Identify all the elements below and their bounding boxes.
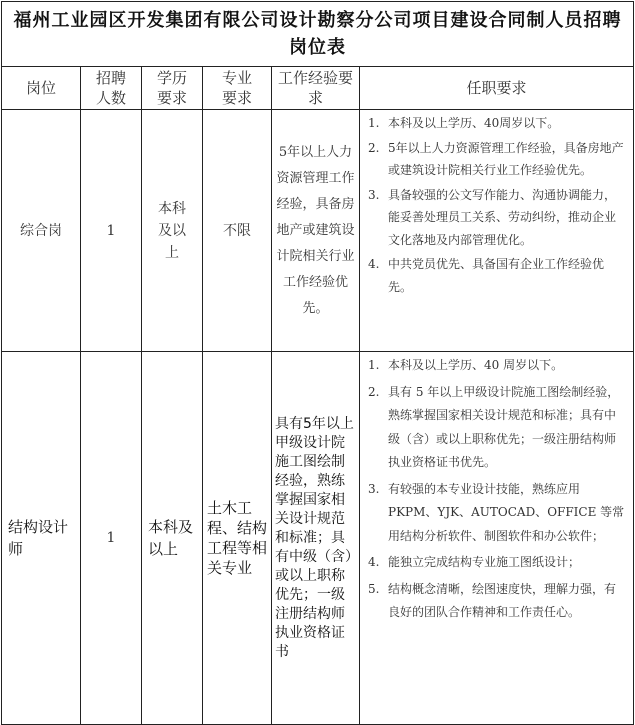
list-item: [368, 184, 627, 252]
header-education: 学历要求: [142, 67, 203, 110]
requirements-list: [368, 112, 627, 298]
header-row: [2, 67, 634, 110]
item-number: 1.: [368, 116, 380, 130]
major-cell: 不限: [203, 110, 272, 352]
count-cell: 1: [81, 110, 142, 352]
list-item: [368, 253, 627, 298]
item-text: 本科及以上学历、40周岁以下。: [388, 116, 560, 130]
list-item: [368, 551, 627, 575]
education-cell: 本科及以上: [142, 110, 203, 352]
list-item: [368, 354, 627, 378]
position-cell: 综合岗: [2, 110, 81, 352]
major-cell: 土木工程、结构工程等相关专业: [203, 352, 272, 725]
education-cell: 本科及以上: [142, 352, 203, 725]
count-cell: 1: [81, 352, 142, 725]
table-title: 福州工业园区开发集团有限公司设计勘察分公司项目建设合同制人员招聘岗位表: [2, 2, 634, 67]
recruitment-table: [1, 1, 634, 725]
item-text: 具有 5 年以上甲级设计院施工图绘制经验，熟练掌握国家相关设计规范和标准；具有中级（含）或以上职称优先；一级注册结构师执业资格证书优先。: [388, 384, 620, 469]
item-text: 5年以上人力资源管理工作经验，具备房地产或建筑设计院相关行业工作经验优先。: [388, 140, 624, 177]
item-number: 3.: [368, 481, 380, 496]
header-count: 招聘人数: [81, 67, 142, 110]
list-item: [368, 381, 627, 475]
item-number: 1.: [368, 358, 380, 372]
item-number: 2.: [368, 140, 380, 155]
list-item: [368, 578, 627, 625]
item-text: 中共党员优先、具备国有企业工作经验优先。: [388, 257, 605, 294]
requirements-cell: [360, 352, 634, 725]
experience-cell: 具有5年以上甲级设计院施工图绘制经验，熟练掌握国家相关设计规范和标准；具有中级（含）或以上职称优先；一级注册结构师执业资格证书: [272, 352, 360, 725]
item-number: 4.: [368, 257, 380, 271]
item-text: 具备较强的公文写作能力、沟通协调能力，能妥善处理员工关系、劳动纠纷，推动企业文化落地及内部管理优化。: [388, 187, 617, 247]
list-item: [368, 478, 627, 549]
item-number: 4.: [368, 555, 380, 569]
table-row: [2, 352, 634, 725]
header-major: 专业要求: [203, 67, 272, 110]
item-number: 2.: [368, 384, 380, 399]
header-requirements: 任职要求: [360, 67, 634, 110]
requirements-cell: [360, 110, 634, 352]
item-text: 有较强的本专业设计技能，熟练应用 PKPM、YJK、AUTOCAD、OFFICE 等常用结构分析软件、制图软件和办公软件；: [388, 481, 625, 543]
header-experience: 工作经验要求: [272, 67, 360, 110]
position-cell: 结构设计师: [2, 352, 81, 725]
header-position: 岗位: [2, 67, 81, 110]
table-row: [2, 110, 634, 352]
list-item: [368, 137, 627, 182]
item-text: 结构概念清晰，绘图速度快，理解力强，有良好的团队合作精神和工作责任心。: [388, 581, 617, 619]
item-number: 5.: [368, 581, 380, 596]
item-text: 能独立完成结构专业施工图纸设计；: [388, 555, 581, 569]
item-number: 3.: [368, 187, 380, 202]
experience-cell: 5年以上人力资源管理工作经验，具备房地产或建筑设计院相关行业工作经验优先。: [272, 110, 360, 352]
item-text: 本科及以上学历、40 周岁以下。: [388, 358, 564, 372]
list-item: [368, 112, 627, 135]
requirements-list: [368, 354, 627, 625]
